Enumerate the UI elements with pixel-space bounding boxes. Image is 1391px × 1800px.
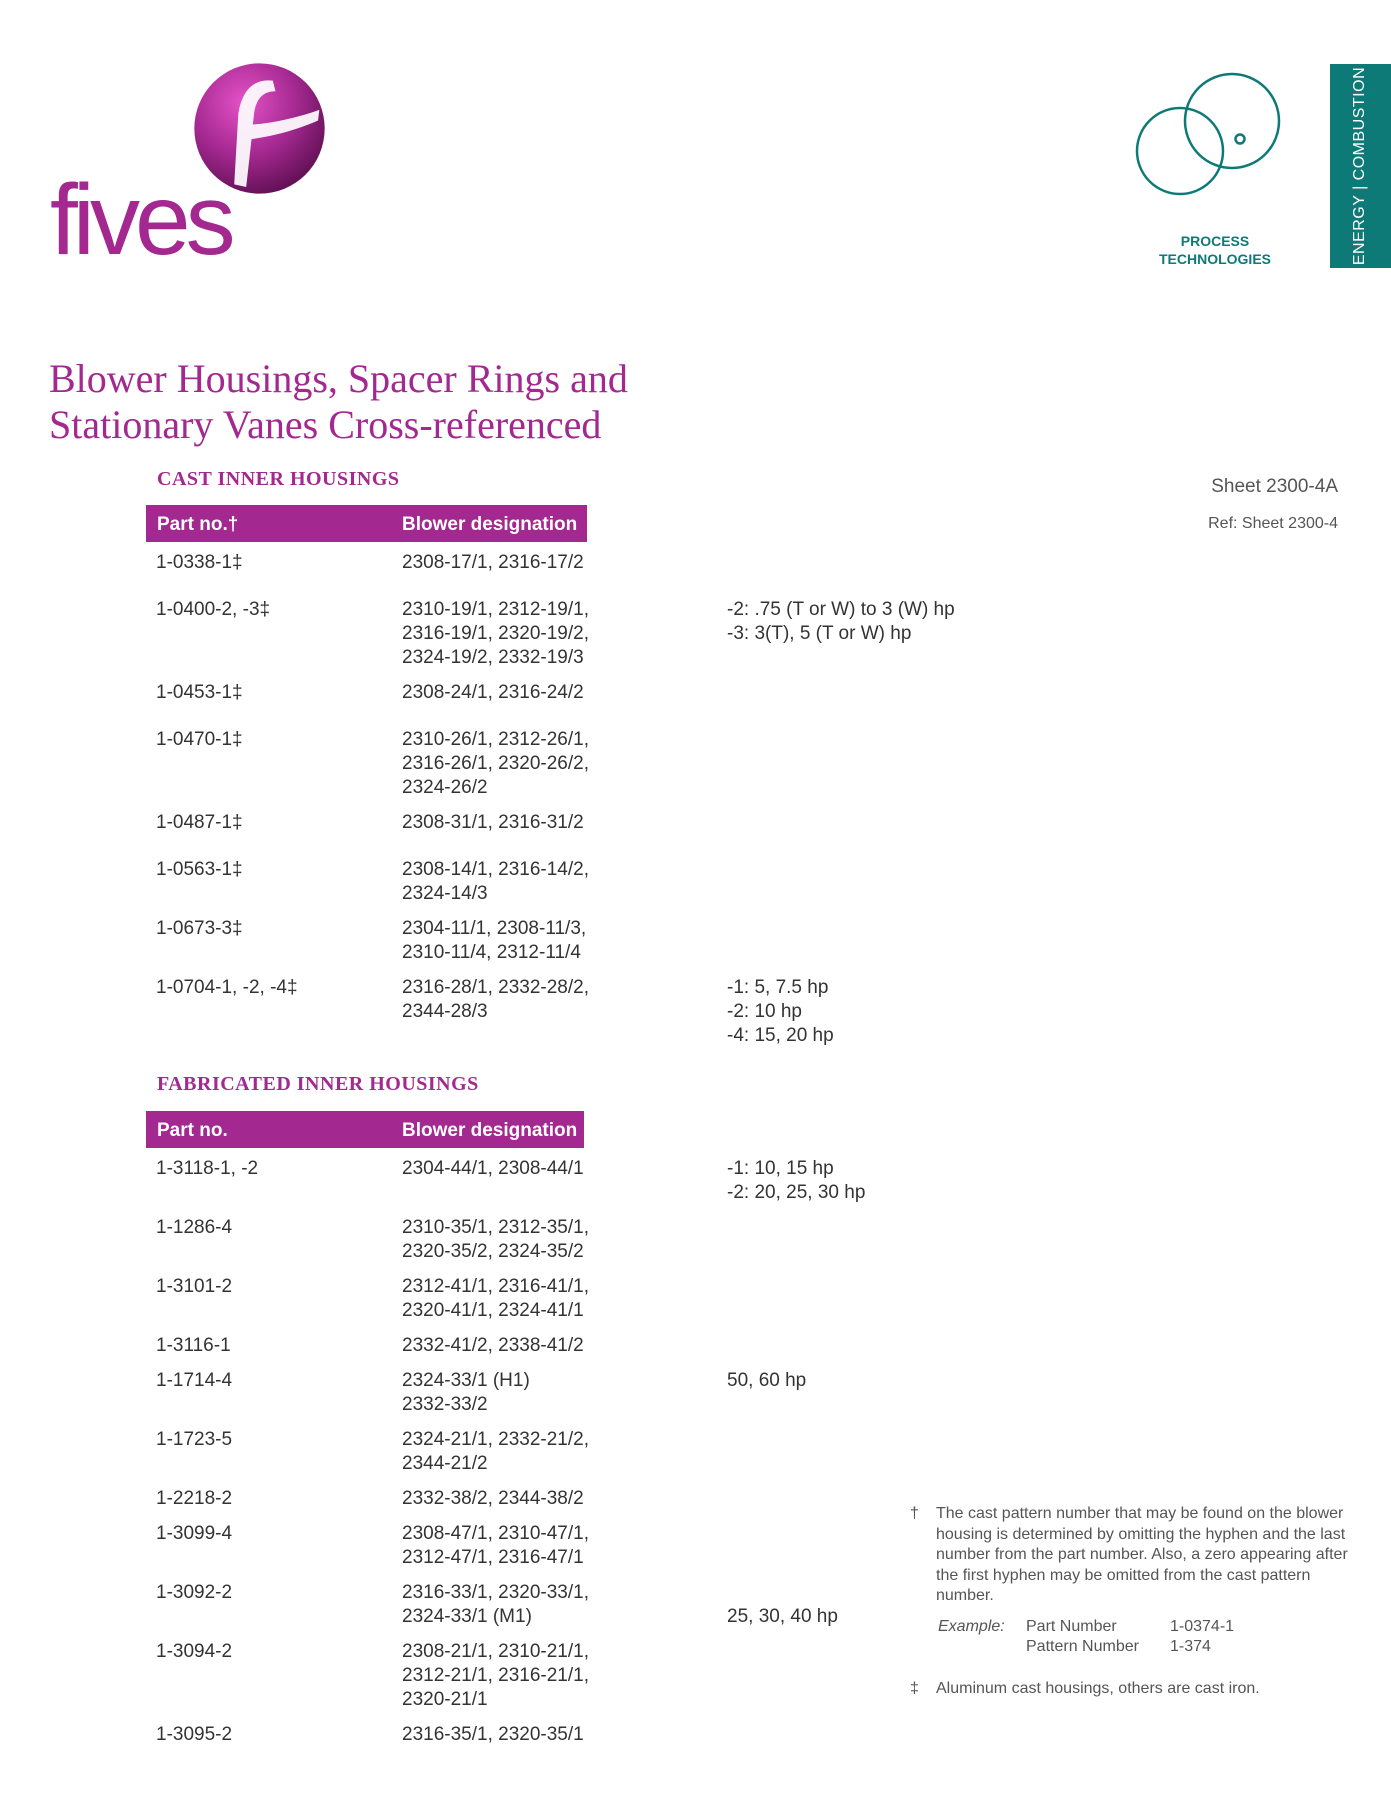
part-number-cell: 1-0400-2, -3‡ [156,599,271,620]
footnote-double-dagger [910,1679,1350,1700]
part-number-cell: 1-3116-1 [156,1335,231,1356]
blower-designation-cell: 2308-24/1, 2316-24/2 [402,682,584,703]
blower-designation-cell: 2312-41/1, 2316-41/1, 2320-41/1, 2324-41/1 [402,1276,589,1321]
blower-designation-cell: 2310-26/1, 2312-26/1, 2316-26/1, 2320-26/2, 2324-26/2 [402,729,589,798]
part-number-cell: 1-0453-1‡ [156,682,243,703]
part-number-cell: 1-3118-1, -2 [156,1158,259,1179]
part-number-cell: 1-0563-1‡ [156,859,243,880]
cast-section-heading: CAST INNER HOUSINGS [157,468,400,490]
part-number-cell: 1-0487-1‡ [156,812,243,833]
part-number-cell: 1-2218-2 [156,1488,233,1509]
example-part-number-label: Part Number [1026,1617,1117,1635]
footnote-dagger-text: The cast pattern number that may be found on the blower housing is determined by omitting the hyphen and the last number from the part number. Also, a zero appearing after the first hyphen may be omitted from the cast pattern number. [936,1505,1348,1604]
part-number-cell: 1-3101-2 [156,1276,233,1297]
blower-designation-cell: 2332-41/2, 2338-41/2 [402,1335,584,1356]
blower-designation-cell: 2308-17/1, 2316-17/2 [402,552,584,573]
part-number-cell: 1-0673-3‡ [156,918,243,939]
side-tab-label: ENERGY | COMBUSTION [1351,66,1368,266]
blower-designation-cell: 2316-33/1, 2320-33/1, 2324-33/1 (M1) [402,1582,589,1627]
footnote-dagger [910,1504,1350,1607]
column-header-blower-designation: Blower designation [402,514,578,535]
horsepower-note-cell: 25, 30, 40 hp [727,1606,838,1627]
horsepower-note-cell: -1: 10, 15 hp -2: 20, 25, 30 hp [727,1158,866,1203]
part-number-cell: 1-0704-1, -2, -4‡ [156,977,298,998]
horsepower-note-cell: -2: .75 (T or W) to 3 (W) hp -3: 3(T), 5 (T or W) hp [727,599,955,644]
part-number-cell: 1-0470-1‡ [156,729,243,750]
blower-designation-cell: 2308-47/1, 2310-47/1, 2312-47/1, 2316-47/1 [402,1523,589,1568]
part-number-cell: 1-0338-1‡ [156,552,243,573]
footnote-example [910,1617,1350,1661]
blower-designation-cell: 2310-35/1, 2312-35/1, 2320-35/2, 2324-35/2 [402,1217,589,1262]
blower-designation-cell: 2304-44/1, 2308-44/1 [402,1158,584,1179]
example-pattern-number-label: Pattern Number [1026,1637,1139,1655]
fabricated-section-heading: FABRICATED INNER HOUSINGS [157,1073,479,1095]
blower-designation-cell: 2332-38/2, 2344-38/2 [402,1488,584,1509]
blower-designation-cell: 2304-11/1, 2308-11/3, 2310-11/4, 2312-11/4 [402,918,587,963]
example-label: Example: [938,1617,1005,1635]
dagger-mark: † [910,1505,919,1522]
double-dagger-mark: ‡ [910,1679,919,1697]
part-number-cell: 1-1286-4 [156,1217,233,1238]
part-number-cell: 1-3092-2 [156,1582,233,1603]
footnote-double-dagger-text: Aluminum cast housings, others are cast iron. [936,1679,1260,1697]
column-header-blower-designation: Blower designation [402,1120,578,1141]
sheet-number: Sheet 2300-4A [1211,476,1338,497]
blower-designation-cell: 2316-35/1, 2320-35/1 [402,1724,584,1745]
blower-designation-cell: 2308-31/1, 2316-31/2 [402,812,584,833]
column-header-part-no: Part no.† [157,514,239,535]
blower-designation-cell: 2316-28/1, 2332-28/2, 2344-28/3 [402,977,589,1022]
cast-table-header [146,505,587,542]
blower-designation-cell: 2308-14/1, 2316-14/2, 2324-14/3 [402,859,589,904]
blower-designation-cell: 2324-21/1, 2332-21/2, 2344-21/2 [402,1429,589,1474]
part-number-cell: 1-1714-4 [156,1370,233,1391]
footnotes [910,1504,1350,1699]
part-number-cell: 1-3095-2 [156,1724,233,1745]
blower-designation-cell: 2324-33/1 (H1) 2332-33/2 [402,1370,530,1415]
fives-logo-wordmark: fives [50,164,231,276]
part-number-cell: 1-3099-4 [156,1523,233,1544]
example-pattern-number-value: 1-374 [1170,1637,1211,1655]
column-header-part-no: Part no. [157,1120,228,1141]
part-number-cell: 1-3094-2 [156,1641,233,1662]
page-title: Blower Housings, Spacer Rings and Stationary Vanes Cross-referenced [49,356,628,447]
blower-designation-cell: 2310-19/1, 2312-19/1, 2316-19/1, 2320-19/2, 2324-19/2, 2332-19/3 [402,599,589,668]
blower-designation-cell: 2308-21/1, 2310-21/1, 2312-21/1, 2316-21/1, 2320-21/1 [402,1641,589,1710]
process-technologies-label: PROCESS TECHNOLOGIES [1158,233,1271,267]
part-number-cell: 1-1723-5 [156,1429,233,1450]
process-technologies-circles-icon [1122,66,1298,196]
energy-combustion-side-tab [1330,64,1391,268]
example-part-number-value: 1-0374-1 [1170,1617,1235,1635]
horsepower-note-cell: -1: 5, 7.5 hp -2: 10 hp -4: 15, 20 hp [727,977,834,1046]
reference-sheet: Ref: Sheet 2300-4 [1208,515,1338,532]
fabricated-table-header [146,1111,584,1148]
horsepower-note-cell: 50, 60 hp [727,1370,807,1391]
